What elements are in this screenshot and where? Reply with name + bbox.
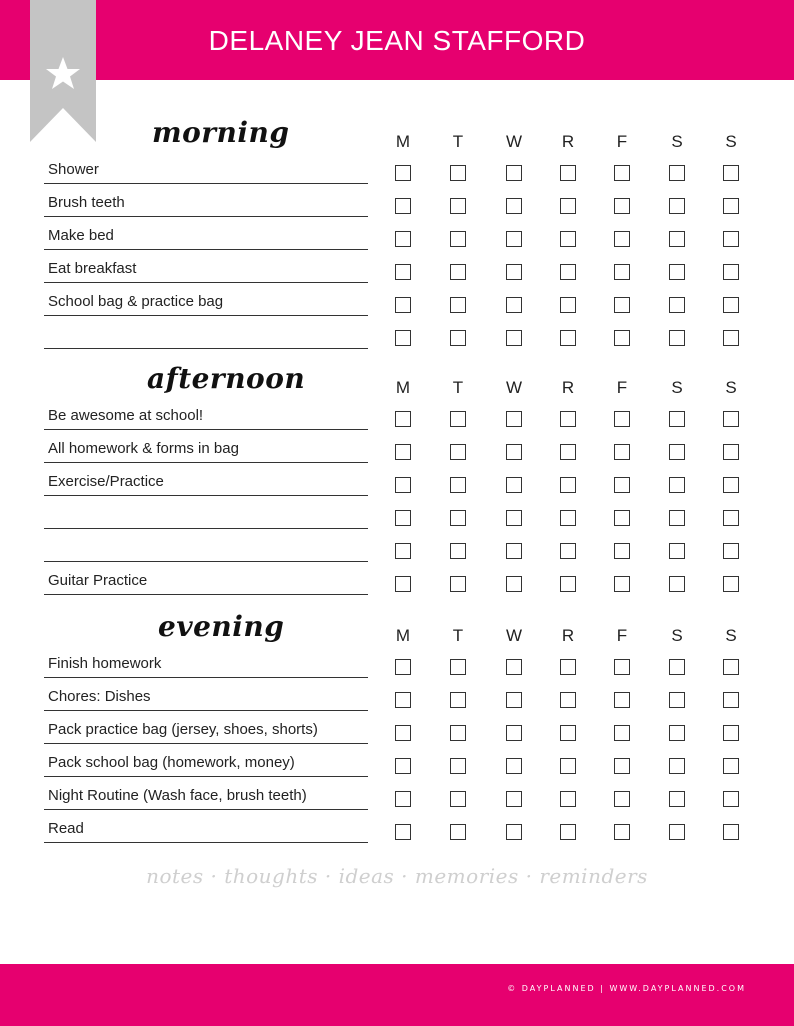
section-title: afternoon [147,362,306,395]
task-label: Chores: Dishes [48,688,151,705]
day-checkbox[interactable] [614,725,630,741]
day-checkbox[interactable] [395,510,411,526]
day-checkbox[interactable] [614,198,630,214]
day-checkbox[interactable] [450,411,466,427]
day-checkbox[interactable] [450,297,466,313]
day-checkbox[interactable] [506,165,522,181]
day-checkbox[interactable] [614,411,630,427]
task-underline [44,528,368,529]
task-underline [44,710,368,711]
task-underline [44,216,368,217]
day-checkbox[interactable] [506,758,522,774]
day-checkbox[interactable] [450,576,466,592]
task-label: Exercise/Practice [48,473,164,490]
task-underline [44,348,368,349]
day-checkbox[interactable] [669,725,685,741]
day-checkbox[interactable] [614,824,630,840]
day-checkbox[interactable] [506,198,522,214]
day-checkbox[interactable] [450,477,466,493]
day-header: W [505,626,523,645]
day-checkbox[interactable] [560,477,576,493]
day-header: F [616,378,628,397]
day-checkbox[interactable] [395,264,411,280]
day-header: W [505,132,523,151]
day-checkbox[interactable] [614,444,630,460]
day-checkbox[interactable] [669,477,685,493]
task-underline [44,677,368,678]
day-checkbox[interactable] [560,510,576,526]
day-checkbox[interactable] [450,198,466,214]
task-label: Read [48,820,84,837]
task-underline [44,594,368,595]
day-checkbox[interactable] [506,824,522,840]
day-checkbox[interactable] [450,824,466,840]
day-checkbox[interactable] [614,264,630,280]
day-checkbox[interactable] [395,543,411,559]
day-checkbox[interactable] [450,659,466,675]
task-label: Shower [48,161,99,178]
day-checkbox[interactable] [669,692,685,708]
task-underline [44,776,368,777]
day-checkbox[interactable] [395,477,411,493]
day-checkbox[interactable] [506,231,522,247]
task-label: Guitar Practice [48,572,148,589]
day-checkbox[interactable] [723,791,739,807]
day-checkbox[interactable] [506,477,522,493]
day-checkbox[interactable] [395,725,411,741]
day-checkbox[interactable] [669,264,685,280]
day-checkbox[interactable] [723,659,739,675]
day-checkbox[interactable] [450,231,466,247]
day-checkbox[interactable] [723,758,739,774]
day-checkbox[interactable] [669,297,685,313]
day-checkbox[interactable] [395,692,411,708]
day-checkbox[interactable] [669,444,685,460]
task-underline [44,842,368,843]
day-checkbox[interactable] [450,791,466,807]
day-checkbox[interactable] [669,231,685,247]
day-checkbox[interactable] [560,576,576,592]
day-checkbox[interactable] [614,576,630,592]
day-checkbox[interactable] [506,725,522,741]
day-checkbox[interactable] [450,510,466,526]
day-checkbox[interactable] [395,297,411,313]
ribbon-bookmark [30,0,96,142]
day-checkbox[interactable] [723,165,739,181]
day-checkbox[interactable] [614,330,630,346]
day-header: S [725,378,737,397]
day-checkbox[interactable] [614,297,630,313]
day-checkbox[interactable] [450,264,466,280]
task-underline [44,462,368,463]
section-title: evening [158,610,285,643]
day-checkbox[interactable] [723,444,739,460]
day-header: W [505,378,523,397]
task-label: Pack school bag (homework, money) [48,754,295,771]
day-checkbox[interactable] [395,576,411,592]
day-checkbox[interactable] [395,330,411,346]
day-checkbox[interactable] [560,791,576,807]
day-header: R [561,378,575,397]
day-checkbox[interactable] [723,576,739,592]
day-checkbox[interactable] [723,824,739,840]
day-checkbox[interactable] [614,231,630,247]
footer-credit: © DAYPLANNED | WWW.DAYPLANNED.COM [507,984,746,993]
day-checkbox[interactable] [560,165,576,181]
day-checkbox[interactable] [723,231,739,247]
day-checkbox[interactable] [560,659,576,675]
day-checkbox[interactable] [506,659,522,675]
day-checkbox[interactable] [450,444,466,460]
task-underline [44,743,368,744]
day-checkbox[interactable] [723,725,739,741]
task-underline [44,429,368,430]
day-checkbox[interactable] [669,165,685,181]
day-checkbox[interactable] [395,411,411,427]
day-checkbox[interactable] [614,692,630,708]
day-checkbox[interactable] [669,791,685,807]
day-checkbox[interactable] [669,510,685,526]
day-header: F [616,626,628,645]
day-checkbox[interactable] [506,576,522,592]
day-header: T [452,626,464,645]
task-label: Night Routine (Wash face, brush teeth) [48,787,307,804]
day-checkbox[interactable] [723,543,739,559]
day-checkbox[interactable] [395,791,411,807]
task-underline [44,249,368,250]
day-checkbox[interactable] [450,330,466,346]
day-header: T [452,132,464,151]
day-checkbox[interactable] [450,692,466,708]
day-checkbox[interactable] [560,543,576,559]
day-checkbox[interactable] [560,824,576,840]
day-checkbox[interactable] [669,576,685,592]
day-checkbox[interactable] [560,758,576,774]
day-checkbox[interactable] [614,659,630,675]
task-label: Be awesome at school! [48,407,204,424]
day-checkbox[interactable] [669,330,685,346]
day-checkbox[interactable] [560,198,576,214]
task-underline [44,183,368,184]
day-checkbox[interactable] [560,264,576,280]
day-checkbox[interactable] [506,510,522,526]
day-checkbox[interactable] [669,659,685,675]
day-checkbox[interactable] [560,444,576,460]
task-underline [44,495,368,496]
day-checkbox[interactable] [669,824,685,840]
task-underline [44,561,368,562]
day-header: M [395,378,411,397]
task-underline [44,809,368,810]
day-header: R [561,132,575,151]
day-checkbox[interactable] [395,198,411,214]
day-checkbox[interactable] [614,543,630,559]
day-checkbox[interactable] [506,297,522,313]
day-checkbox[interactable] [614,791,630,807]
day-header: F [616,132,628,151]
day-checkbox[interactable] [669,198,685,214]
section-title: morning [152,116,290,149]
task-label: School bag & practice bag [48,293,224,310]
day-checkbox[interactable] [723,264,739,280]
day-header: S [671,132,683,151]
day-checkbox[interactable] [506,444,522,460]
day-checkbox[interactable] [560,330,576,346]
day-header: T [452,378,464,397]
task-label: Finish homework [48,655,162,672]
day-checkbox[interactable] [506,791,522,807]
day-checkbox[interactable] [723,330,739,346]
day-checkbox[interactable] [669,758,685,774]
task-label: Eat breakfast [48,260,137,277]
day-header: S [671,626,683,645]
task-label: Brush teeth [48,194,125,211]
day-checkbox[interactable] [395,758,411,774]
day-checkbox[interactable] [395,231,411,247]
day-header: M [395,132,411,151]
day-checkbox[interactable] [450,165,466,181]
day-header: M [395,626,411,645]
notes-prompt: notes · thoughts · ideas · memories · reminders [146,864,648,888]
day-checkbox[interactable] [560,297,576,313]
day-checkbox[interactable] [560,725,576,741]
day-checkbox[interactable] [560,411,576,427]
day-checkbox[interactable] [723,692,739,708]
day-checkbox[interactable] [395,165,411,181]
day-checkbox[interactable] [450,758,466,774]
day-header: S [725,132,737,151]
day-checkbox[interactable] [614,510,630,526]
task-label: Make bed [48,227,114,244]
day-checkbox[interactable] [506,692,522,708]
day-checkbox[interactable] [723,297,739,313]
day-checkbox[interactable] [669,411,685,427]
task-underline [44,315,368,316]
day-checkbox[interactable] [560,692,576,708]
day-header: R [561,626,575,645]
day-header: S [725,626,737,645]
page-title: DELANEY JEAN STAFFORD [208,25,586,56]
day-checkbox[interactable] [614,477,630,493]
task-underline [44,282,368,283]
day-checkbox[interactable] [723,510,739,526]
day-checkbox[interactable] [506,330,522,346]
day-checkbox[interactable] [395,659,411,675]
day-checkbox[interactable] [450,543,466,559]
day-checkbox[interactable] [723,411,739,427]
day-checkbox[interactable] [723,198,739,214]
day-checkbox[interactable] [669,543,685,559]
task-label: All homework & forms in bag [48,440,239,457]
day-checkbox[interactable] [450,725,466,741]
task-label: Pack practice bag (jersey, shoes, shorts) [48,721,318,738]
day-checkbox[interactable] [560,231,576,247]
footer-band [0,964,794,1026]
day-header: S [671,378,683,397]
day-checkbox[interactable] [395,824,411,840]
day-checkbox[interactable] [395,444,411,460]
day-checkbox[interactable] [506,543,522,559]
day-checkbox[interactable] [506,264,522,280]
day-checkbox[interactable] [614,758,630,774]
day-checkbox[interactable] [506,411,522,427]
day-checkbox[interactable] [723,477,739,493]
day-checkbox[interactable] [614,165,630,181]
